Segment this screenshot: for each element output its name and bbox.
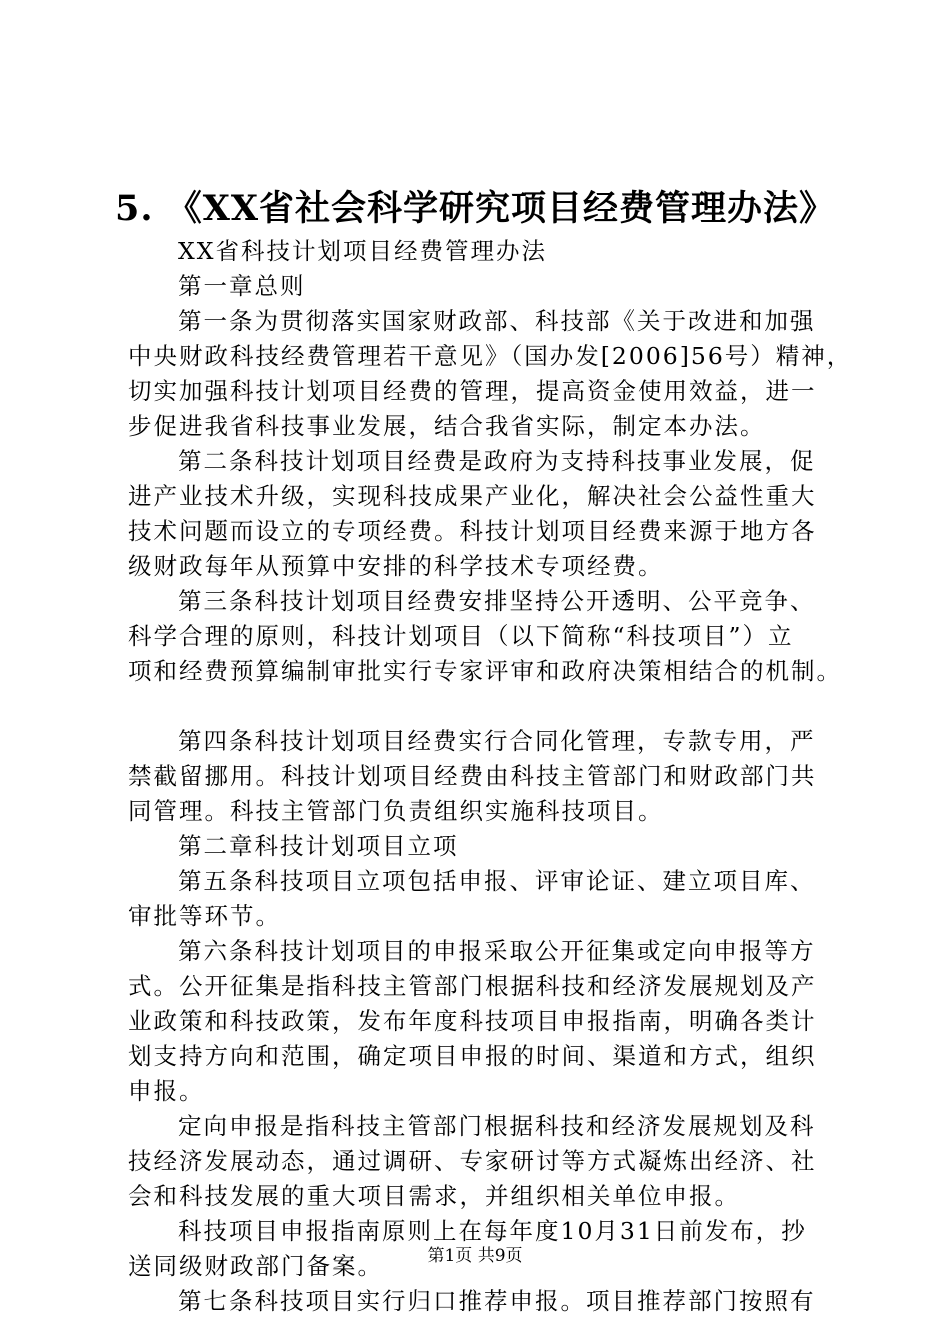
paragraph-line: 式。公开征集是指科技主管部门根据科技和经济发展规划及产 [128, 972, 817, 1000]
chapter-heading: 第一章总则 [178, 272, 306, 300]
paragraph-line: 送同级财政部门备案。 [128, 1252, 383, 1280]
paragraph-line: 科学合理的原则，科技计划项目（以下简称“科技项目”）立 [128, 622, 794, 650]
paragraph-line: 第五条科技项目立项包括申报、评审论证、建立项目库、 [178, 867, 816, 895]
blank-line [128, 689, 840, 724]
paragraph-line: 划支持方向和范围，确定项目申报的时间、渠道和方式，组织 [128, 1042, 817, 1070]
paragraph-line: 级财政每年从预算中安排的科学技术专项经费。 [128, 552, 664, 580]
paragraph-line: 第三条科技计划项目经费安排坚持公开透明、公平竞争、 [178, 587, 816, 615]
paragraph-line: 科技项目申报指南原则上在每年度10月31日前发布，抄 [178, 1217, 807, 1245]
paragraph-line: 技经济发展动态，通过调研、专家研讨等方式凝炼出经济、社 [128, 1147, 817, 1175]
paragraph-line: 项和经费预算编制审批实行专家评审和政府决策相结合的机制。 [128, 657, 842, 685]
paragraph-line: 进产业技术升级，实现科技成果产业化，解决社会公益性重大 [128, 482, 817, 510]
paragraph-line: 中央财政科技经费管理若干意见》（国办发[2006]56号）精神， [128, 342, 853, 370]
paragraph-line: 第七条科技项目实行归口推荐申报。项目推荐部门按照有 [178, 1287, 816, 1315]
paragraph-line: 会和科技发展的重大项目需求，并组织相关单位申报。 [128, 1182, 740, 1210]
paragraph-line: 技术问题而设立的专项经费。科技计划项目经费来源于地方各 [128, 517, 817, 545]
document-title: 5. 《XX省社会科学研究项目经费管理办法》 [114, 188, 836, 229]
page-number-footer: 第1页 共9页 [427, 1246, 523, 1266]
paragraph-line: 定向申报是指科技主管部门根据科技和经济发展规划及科 [178, 1112, 816, 1140]
paragraph-line: 切实加强科技计划项目经费的管理，提高资金使用效益，进一 [128, 377, 817, 405]
paragraph-line: 第二条科技计划项目经费是政府为支持科技事业发展，促 [178, 447, 816, 475]
paragraph-line: 第四条科技计划项目经费实行合同化管理，专款专用，严 [178, 727, 816, 755]
chapter-heading: 第二章科技计划项目立项 [178, 832, 459, 860]
subtitle-line: XX省科技计划项目经费管理办法 [178, 237, 547, 265]
paragraph-line: 第一条为贯彻落实国家财政部、科技部《关于改进和加强 [178, 307, 816, 335]
paragraph-line: 申报。 [128, 1077, 205, 1105]
paragraph-line: 步促进我省科技事业发展，结合我省实际，制定本办法。 [128, 412, 766, 440]
paragraph-line: 第六条科技计划项目的申报采取公开征集或定向申报等方 [178, 937, 816, 965]
document-body [128, 234, 853, 1319]
paragraph-line: 审批等环节。 [128, 902, 281, 930]
paragraph-line: 禁截留挪用。科技计划项目经费由科技主管部门和财政部门共 [128, 762, 817, 790]
paragraph-line: 业政策和科技政策，发布年度科技项目申报指南，明确各类计 [128, 1007, 817, 1035]
paragraph-line: 同管理。科技主管部门负责组织实施科技项目。 [128, 797, 664, 825]
